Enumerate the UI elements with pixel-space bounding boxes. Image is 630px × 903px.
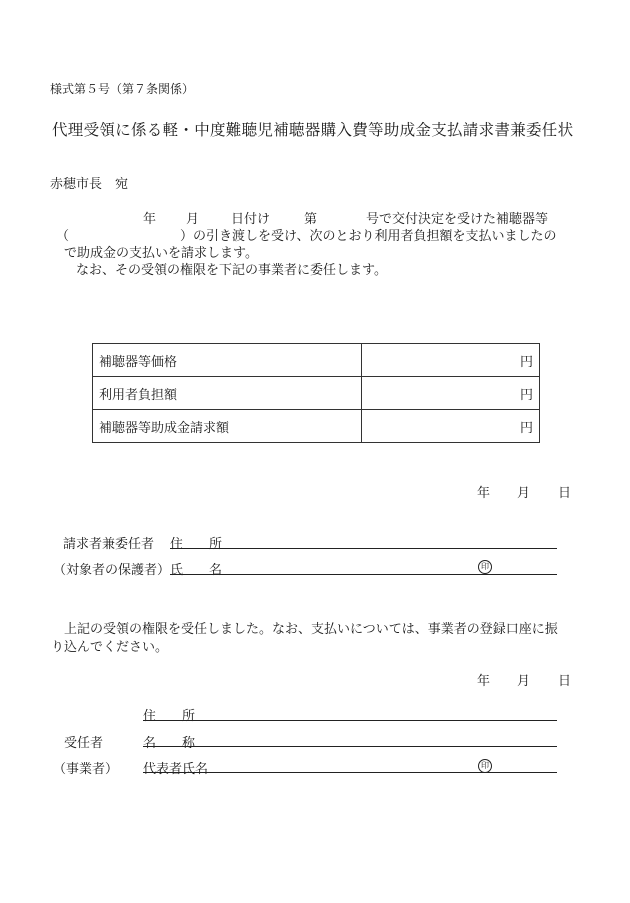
claimant-name-label: 氏 名 — [170, 563, 223, 578]
claimant-label: 請求者兼委任者 — [63, 537, 155, 552]
delegation-line1: 上記の受領の権限を受任しました。なお、支払いについては、事業者の登録口座に振 — [64, 622, 558, 637]
seal-mark: 印 — [478, 560, 492, 574]
form-number: 様式第５号（第７条関係） — [50, 82, 195, 96]
row-label: 補聴器等価格 — [93, 344, 362, 377]
intro-line3: で助成金の支払いを請求します。 — [64, 246, 258, 261]
claimant-address-label: 住 所 — [170, 537, 223, 552]
claimant-guardian-label: （対象者の保護者） — [53, 563, 171, 578]
delegation-line2: り込んでください。 — [51, 640, 169, 655]
seal-mark: 印 — [478, 759, 492, 773]
table-row — [93, 344, 540, 377]
amount-table — [92, 343, 540, 443]
date2-year: 年 — [477, 674, 491, 689]
agent-business-label: （事業者） — [53, 762, 119, 777]
intro-line4: なお、その受領の権限を下記の事業者に委任します。 — [76, 263, 387, 278]
agent-address-line — [143, 720, 557, 721]
agent-rep-label: 代表者氏名 — [143, 762, 209, 777]
date2-month: 月 — [517, 674, 531, 689]
row-label: 利用者負担額 — [93, 377, 362, 410]
intro-line2: ）の引き渡しを受け、次のとおり利用者負担額を支払いましたの — [180, 229, 557, 244]
claimant-address-line — [170, 548, 557, 549]
intro-day-label: 日付け — [231, 212, 271, 227]
addressee: 赤穂市長 宛 — [50, 177, 129, 192]
table-row — [93, 410, 540, 443]
agent-label: 受任者 — [64, 736, 104, 751]
row-unit: 円 — [362, 377, 540, 410]
agent-company-label: 名 称 — [143, 736, 196, 751]
agent-company-line — [143, 746, 557, 747]
document-title: 代理受領に係る軽・中度難聴児補聴器購入費等助成金支払請求書兼委任状 — [52, 121, 574, 139]
intro-number-prefix: 第 — [304, 212, 318, 227]
agent-rep-line — [143, 772, 557, 773]
date2-day: 日 — [558, 674, 572, 689]
table-row — [93, 377, 540, 410]
intro-month-label: 月 — [186, 212, 200, 227]
date1-month: 月 — [517, 486, 531, 501]
intro-paren-open: （ — [56, 229, 70, 244]
row-label: 補聴器等助成金請求額 — [93, 410, 362, 443]
date1-year: 年 — [477, 486, 491, 501]
intro-number-suffix: 号で交付決定を受けた補聴器等 — [366, 212, 549, 227]
intro-year-label: 年 — [143, 212, 157, 227]
agent-address-label: 住 所 — [143, 709, 196, 724]
date1-day: 日 — [558, 486, 572, 501]
claimant-name-line — [170, 574, 557, 575]
row-unit: 円 — [362, 410, 540, 443]
row-unit: 円 — [362, 344, 540, 377]
